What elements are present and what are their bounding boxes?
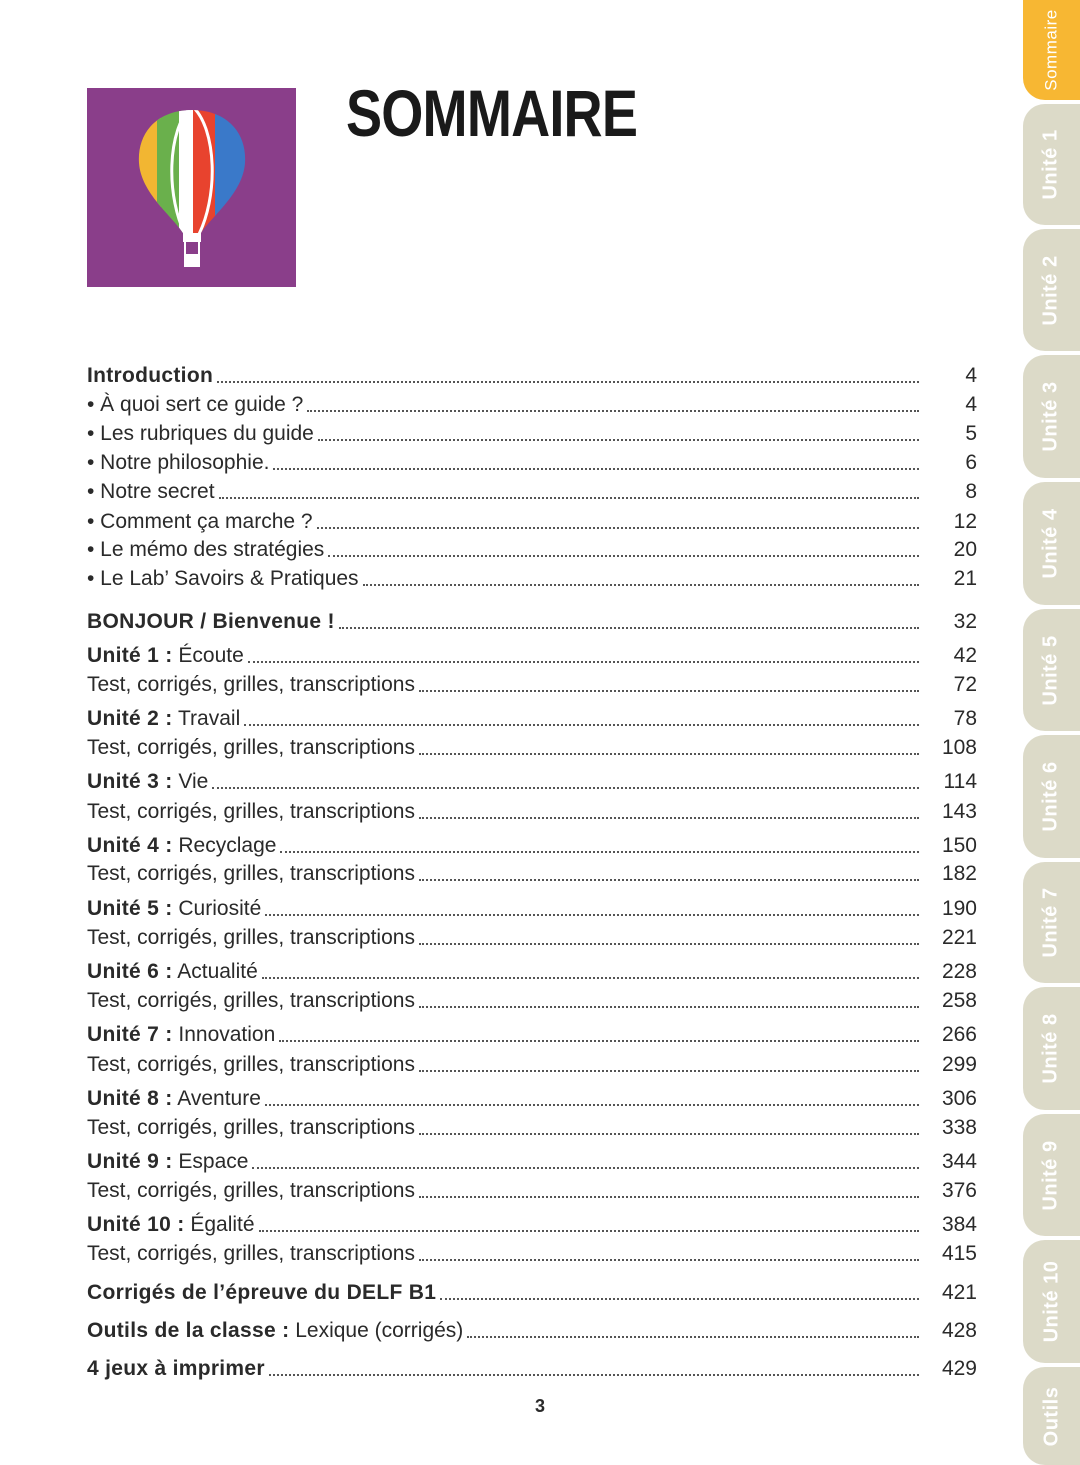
toc-entry[interactable] (87, 393, 977, 421)
toc-page-number: 20 (953, 538, 977, 561)
toc-entry[interactable] (87, 1150, 977, 1178)
tab-unite-7[interactable] (1023, 862, 1080, 983)
dot-leader (419, 943, 919, 945)
tab-label: Sommaire (1041, 9, 1061, 91)
toc-entry[interactable] (87, 960, 977, 988)
tab-label: Unité 6 (1040, 761, 1062, 832)
toc-entry-label (87, 644, 244, 668)
toc-page-number: 143 (941, 800, 977, 823)
tab-label: Unité 9 (1040, 1139, 1062, 1211)
toc-entry[interactable] (87, 422, 977, 450)
dot-leader (328, 555, 919, 557)
toc-entry-label (87, 673, 415, 697)
toc-entry[interactable] (87, 770, 977, 798)
toc-entry-text: Test, corrigés, grilles, transcriptions (87, 1116, 415, 1139)
dot-leader (318, 439, 919, 441)
toc-entry-label (87, 862, 415, 886)
toc-entry[interactable] (87, 1116, 977, 1144)
tab-unite-4[interactable] (1023, 482, 1080, 605)
toc-entry[interactable] (87, 834, 977, 862)
tab-unite-5[interactable] (1023, 609, 1080, 731)
toc-entry[interactable] (87, 1357, 977, 1385)
toc-entry-label (87, 610, 335, 634)
toc-page-number: 428 (941, 1319, 977, 1342)
toc-entry-heading: BONJOUR / Bienvenue ! (87, 610, 335, 633)
tab-unite-1[interactable] (1023, 104, 1080, 225)
toc-entry[interactable] (87, 364, 977, 392)
toc-entry-text: • Notre secret (87, 480, 215, 503)
toc-entry-text: Aventure (172, 1087, 261, 1110)
toc-entry-label (87, 393, 303, 417)
toc-entry-label (87, 897, 261, 921)
toc-entry-label (87, 926, 415, 950)
toc-entry[interactable] (87, 897, 977, 925)
toc-entry-heading: Unité 5 : (87, 897, 173, 920)
toc-entry-label (87, 1357, 265, 1381)
toc-entry-text: Test, corrigés, grilles, transcriptions (87, 800, 415, 823)
toc-entry-heading: Unité 2 : (87, 707, 173, 730)
toc-entry-label (87, 1179, 415, 1203)
toc-page-number: 344 (941, 1150, 977, 1173)
toc-page-number: 5 (965, 422, 977, 445)
toc-entry-heading: Introduction (87, 364, 214, 387)
toc-entry-heading: Unité 10 : (87, 1213, 185, 1236)
toc-entry[interactable] (87, 480, 977, 508)
tab-outils[interactable] (1023, 1367, 1080, 1465)
toc-page-number: 12 (953, 510, 977, 533)
dot-leader (419, 1196, 919, 1198)
dot-leader (419, 1259, 919, 1261)
dot-leader (252, 1167, 919, 1169)
toc-entry-heading: Outils de la classe : (87, 1319, 290, 1342)
toc-page-number: 421 (941, 1281, 977, 1304)
toc-entry-label (87, 1319, 463, 1343)
logo (87, 88, 296, 287)
tab-unite-10[interactable] (1023, 1240, 1080, 1363)
dot-leader (419, 817, 919, 819)
toc-entry-text: Espace (172, 1150, 249, 1173)
tab-label: Unité 7 (1040, 887, 1062, 958)
tab-label: Unité 5 (1040, 634, 1062, 706)
dot-leader (259, 1230, 919, 1232)
toc-entry-text: Travail (172, 707, 241, 730)
hot-air-balloon-icon (87, 88, 296, 287)
toc-page-number: 228 (941, 960, 977, 983)
dot-leader (273, 468, 919, 470)
toc-entry-heading: Unité 9 : (87, 1150, 173, 1173)
page-number: 3 (534, 1396, 545, 1416)
toc-page-number: 8 (965, 480, 977, 503)
tab-unite-9[interactable] (1023, 1114, 1080, 1236)
toc-entry-text: Test, corrigés, grilles, transcriptions (87, 1179, 415, 1202)
toc-entry[interactable] (87, 707, 977, 735)
toc-entry-text: Test, corrigés, grilles, transcriptions (87, 989, 415, 1012)
toc-entry-label (87, 1087, 261, 1111)
tab-label: Unité 2 (1040, 254, 1062, 326)
toc-entry[interactable] (87, 1179, 977, 1207)
toc-page-number: 384 (941, 1213, 977, 1236)
tab-unite-8[interactable] (1023, 987, 1080, 1110)
toc-entry-label (87, 1023, 275, 1047)
toc-page-number: 4 (965, 364, 977, 387)
toc-entry-label (87, 770, 208, 794)
toc-entry-text: Écoute (172, 644, 244, 667)
dot-leader (363, 584, 919, 586)
dot-leader (419, 1133, 919, 1135)
toc-entry-label (87, 800, 415, 824)
toc-entry-label (87, 834, 276, 858)
toc-entry[interactable] (87, 989, 977, 1017)
toc-entry[interactable] (87, 610, 977, 638)
toc-entry-heading: Corrigés de l’épreuve du DELF B1 (87, 1281, 437, 1304)
tab-label: Unité 4 (1040, 508, 1062, 579)
toc-entry-heading: 4 jeux à imprimer (87, 1357, 265, 1380)
toc-entry[interactable] (87, 736, 977, 764)
toc-page-number: 338 (941, 1116, 977, 1139)
toc-page-number: 150 (941, 834, 977, 857)
toc-entry[interactable] (87, 1242, 977, 1270)
toc-entry-label (87, 1281, 436, 1305)
dot-leader (265, 1104, 919, 1106)
toc-page-number: 376 (941, 1179, 977, 1202)
dot-leader (248, 661, 919, 663)
tab-sommaire[interactable] (1023, 0, 1080, 100)
section-tabs (1023, 0, 1080, 1465)
toc-page-number: 415 (941, 1242, 977, 1265)
dot-leader (467, 1336, 919, 1338)
toc-entry-text: Test, corrigés, grilles, transcriptions (87, 673, 415, 696)
dot-leader (262, 977, 919, 979)
toc-entry-heading: Unité 1 : (87, 644, 173, 667)
toc-entry[interactable] (87, 800, 977, 828)
dot-leader (339, 627, 919, 629)
toc-entry-text: Test, corrigés, grilles, transcriptions (87, 926, 415, 949)
toc-entry-text: • Le Lab’ Savoirs & Pratiques (87, 567, 359, 590)
toc-page-number: 114 (943, 770, 977, 793)
toc-entry-label (87, 707, 240, 731)
toc-entry-text: Vie (172, 770, 209, 793)
toc-entry-label (87, 422, 314, 446)
dot-leader (419, 879, 919, 881)
toc-entry-heading: Unité 3 : (87, 770, 173, 793)
toc-page-number: 221 (941, 926, 977, 949)
toc-entry-label (87, 989, 415, 1013)
toc-page-number: 266 (941, 1023, 977, 1046)
toc-entry-text: Recyclage (172, 834, 277, 857)
toc-entry[interactable] (87, 1053, 977, 1081)
tab-label: Unité 1 (1040, 129, 1062, 200)
toc-entry[interactable] (87, 567, 977, 595)
toc-entry-text: Curiosité (172, 897, 262, 920)
toc-page-number: 108 (941, 736, 977, 759)
toc-entry-text: Test, corrigés, grilles, transcriptions (87, 736, 415, 759)
toc-entry-label (87, 1116, 415, 1140)
toc-entry-label (87, 480, 215, 504)
toc-entry[interactable] (87, 1213, 977, 1241)
dot-leader (419, 753, 919, 755)
toc-entry-text: Lexique (corrigés) (289, 1319, 464, 1342)
dot-leader (419, 1070, 919, 1072)
toc-entry-heading: Unité 7 : (87, 1023, 173, 1046)
toc-entry-label (87, 538, 324, 562)
tab-label: Unité 10 (1040, 1260, 1062, 1343)
toc-entry-text: Égalité (184, 1213, 255, 1236)
toc-entry-text: • À quoi sert ce guide ? (87, 393, 304, 416)
toc-entry-text: • Notre philosophie. (87, 451, 270, 474)
toc-page-number: 6 (965, 451, 977, 474)
toc-entry-heading: Unité 6 : (87, 960, 173, 983)
toc-entry-label (87, 960, 258, 984)
toc-entry-label (87, 451, 269, 475)
toc-page-number: 21 (953, 567, 977, 590)
toc-page-number: 78 (953, 707, 977, 730)
toc-entry-text: Test, corrigés, grilles, transcriptions (87, 1053, 415, 1076)
toc-entry[interactable] (87, 1087, 977, 1115)
dot-leader (269, 1374, 919, 1376)
dot-leader (440, 1298, 919, 1300)
toc-entry-text: Actualité (172, 960, 258, 983)
toc-entry[interactable] (87, 538, 977, 566)
toc-entry[interactable] (87, 673, 977, 701)
toc-entry-heading: Unité 4 : (87, 834, 173, 857)
toc-entry[interactable] (87, 644, 977, 672)
toc-entry-text: • Comment ça marche ? (87, 510, 313, 533)
tab-unite-2[interactable] (1023, 229, 1080, 351)
tab-unite-3[interactable] (1023, 355, 1080, 478)
toc-entry[interactable] (87, 510, 977, 538)
toc-page-number: 72 (953, 673, 977, 696)
toc-entry[interactable] (87, 926, 977, 954)
toc-page-number: 32 (953, 610, 977, 633)
dot-leader (419, 1006, 919, 1008)
tab-label: Unité 8 (1040, 1013, 1062, 1084)
dot-leader (419, 690, 919, 692)
toc-entry-text: Test, corrigés, grilles, transcriptions (87, 862, 415, 885)
toc-entry-label (87, 1242, 415, 1266)
toc-entry-label (87, 1150, 248, 1174)
toc-page-number: 182 (941, 862, 977, 885)
dot-leader (217, 381, 919, 383)
toc-entry-text: Test, corrigés, grilles, transcriptions (87, 1242, 415, 1265)
toc-entry[interactable] (87, 451, 977, 479)
dot-leader (280, 851, 919, 853)
dot-leader (219, 497, 919, 499)
toc-page-number: 42 (953, 644, 977, 667)
tab-label: Outils (1040, 1386, 1063, 1446)
toc-page-number: 190 (941, 897, 977, 920)
dot-leader (244, 724, 919, 726)
dot-leader (317, 527, 919, 529)
tab-label: Unité 3 (1040, 381, 1062, 452)
toc-page-number: 306 (941, 1087, 977, 1110)
toc-entry-label (87, 510, 313, 534)
toc-page-number: 258 (941, 989, 977, 1012)
toc-entry-label (87, 364, 213, 388)
tab-unite-6[interactable] (1023, 735, 1080, 858)
toc-entry-heading: Unité 8 : (87, 1087, 173, 1110)
dot-leader (212, 787, 919, 789)
toc-entry-text: • Le mémo des stratégies (87, 538, 325, 561)
toc-page-number: 429 (941, 1357, 977, 1380)
toc-page-number: 4 (965, 393, 977, 416)
toc-entry[interactable] (87, 1319, 977, 1347)
page-title: SOMMAIRE (346, 76, 638, 150)
toc-entry-label (87, 567, 359, 591)
toc-entry-label (87, 1053, 415, 1077)
toc-entry-label (87, 736, 415, 760)
dot-leader (307, 410, 919, 412)
toc-entry[interactable] (87, 1281, 977, 1309)
toc-entry-label (87, 1213, 255, 1237)
toc-entry[interactable] (87, 1023, 977, 1051)
toc-page-number: 299 (941, 1053, 977, 1076)
toc-entry-text: • Les rubriques du guide (87, 422, 314, 445)
dot-leader (265, 914, 919, 916)
toc-entry-text: Innovation (172, 1023, 276, 1046)
toc-entry[interactable] (87, 862, 977, 890)
dot-leader (279, 1040, 919, 1042)
